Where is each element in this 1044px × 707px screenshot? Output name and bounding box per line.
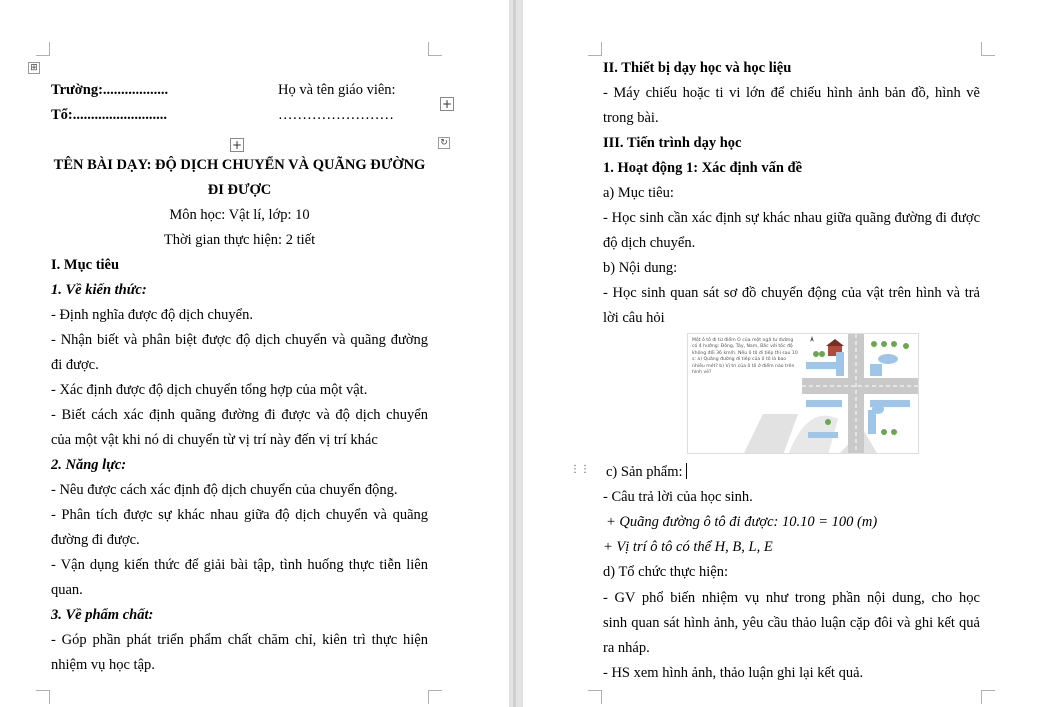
body-line: - Học sinh quan sát sơ đồ chuyển động của vật trên hình và trả: [603, 285, 980, 301]
body-line: d) Tổ chức thực hiện:: [603, 564, 728, 580]
body-line: - Nêu được cách xác định độ dịch chuyển của chuyển động.: [51, 482, 398, 498]
body-line: + Quãng đường ô tô đi được: 10.10 = 100 (m): [606, 514, 878, 530]
body-line: trong bài.: [603, 110, 659, 126]
lesson-title-line2: ĐI ĐƯỢC: [207, 182, 272, 198]
figure-question-text: Một ô tô đi từ điểm O của một ngã tư đường có 4 hướng: Đông, Tây, Nam, Bắc với tốc độ không đổi 36 km/h. Nếu ô tô đi tiếp thì sau 10 s: a) Quãng đường đi tiếp của ô tô là bao nhiêu mét? b) Vị trí của ô tô ở điểm nào trên hình vẽ?: [692, 338, 798, 376]
table-move-handle-icon[interactable]: ⊞: [28, 62, 40, 74]
lesson-title-line1: TÊN BÀI DẠY: ĐỘ DỊCH CHUYỂN VÀ QUÃNG ĐƯỜNG: [53, 157, 426, 173]
duration-line: Thời gian thực hiện: 2 tiết: [163, 232, 316, 248]
vertical-scroll-divider: [513, 0, 516, 707]
body-line: - Câu trả lời của học sinh.: [603, 489, 753, 505]
crop-mark: [588, 690, 602, 704]
add-column-button[interactable]: +: [441, 97, 453, 111]
subsection-heading: 2. Năng lực:: [51, 457, 127, 473]
body-line: quan.: [51, 582, 83, 598]
body-line: - GV phổ biến nhiệm vụ như trong phần nội dung, cho học: [603, 590, 980, 606]
crop-mark: [428, 690, 442, 704]
body-line: - HS xem hình ảnh, thảo luận ghi lại kết quả.: [603, 665, 864, 681]
body-line: sinh quan sát hình ảnh, yêu cầu thảo luận cặp đôi và ghi kết quả: [603, 615, 980, 631]
map-diagram-image[interactable]: [687, 333, 919, 454]
body-line: [606, 462, 687, 482]
body-line: a) Mục tiêu:: [603, 185, 674, 201]
crop-mark: [981, 42, 995, 56]
body-line: độ dịch chuyển.: [603, 235, 696, 251]
crop-mark: [36, 42, 50, 56]
group-field: Tổ:..........................: [51, 107, 167, 123]
crop-mark: [981, 690, 995, 704]
table-resize-handle-icon[interactable]: ↻: [438, 137, 450, 149]
body-line: - Xác định được độ dịch chuyển tổng hợp của một vật.: [51, 382, 368, 398]
subsection-heading: 3. Về phẩm chất:: [51, 607, 154, 623]
drag-handle-icon[interactable]: ⋮⋮: [570, 464, 590, 475]
body-line: đường đi được.: [51, 532, 140, 548]
body-line: của một vật khi nó di chuyển từ vị trí này đến vị trí khác: [51, 432, 378, 448]
body-line: - Học sinh cần xác định sự khác nhau giữa quãng đường đi được: [603, 210, 980, 226]
body-line: - Vận dụng kiến thức để giải bài tập, tình huống thực tiễn liên: [51, 557, 428, 573]
section-heading: I. Mục tiêu: [51, 257, 120, 273]
body-line: + Vị trí ô tô có thể H, B, L, E: [603, 539, 773, 555]
body-line: - Định nghĩa được độ dịch chuyển.: [51, 307, 253, 323]
body-line: - Nhận biết và phân biệt được độ dịch chuyển và quãng đường: [51, 332, 428, 348]
add-row-button[interactable]: +: [231, 138, 243, 152]
section-heading: II. Thiết bị dạy học và học liệu: [603, 60, 792, 76]
crop-mark: [588, 42, 602, 56]
subject-line: Môn học: Vật lí, lớp: 10: [169, 207, 310, 223]
body-line: - Góp phần phát triển phẩm chất chăm chỉ, kiên trì thực hiện: [51, 632, 428, 648]
body-line: - Máy chiếu hoặc ti vi lớn để chiếu hình ảnh bản đồ, hình vẽ: [603, 85, 980, 101]
body-line: - Phân tích được sự khác nhau giữa độ dịch chuyển và quãng: [51, 507, 428, 523]
subsection-heading: 1. Hoạt động 1: Xác định vấn đề: [603, 160, 803, 176]
body-line: - Biết cách xác định quãng đường đi được và độ dịch chuyển: [51, 407, 428, 423]
body-line: nhiệm vụ học tập.: [51, 657, 155, 673]
page-gutter: [509, 0, 523, 707]
product-label: c) Sản phẩm:: [606, 464, 683, 480]
body-line: ra nháp.: [603, 640, 650, 656]
crop-mark: [428, 42, 442, 56]
intersection-map: [688, 334, 919, 454]
school-field: Trường:..................: [51, 82, 169, 98]
teacher-field: Họ và tên giáo viên:: [278, 82, 396, 98]
body-line: đi được.: [51, 357, 99, 373]
text-cursor: [686, 463, 688, 479]
subsection-heading: 1. Về kiến thức:: [51, 282, 147, 298]
body-line: b) Nội dung:: [603, 260, 678, 276]
body-line: lời câu hỏi: [603, 310, 665, 326]
crop-mark: [36, 690, 50, 704]
section-heading: III. Tiến trình dạy học: [603, 135, 742, 151]
teacher-name-blank: ……………………: [278, 107, 394, 123]
